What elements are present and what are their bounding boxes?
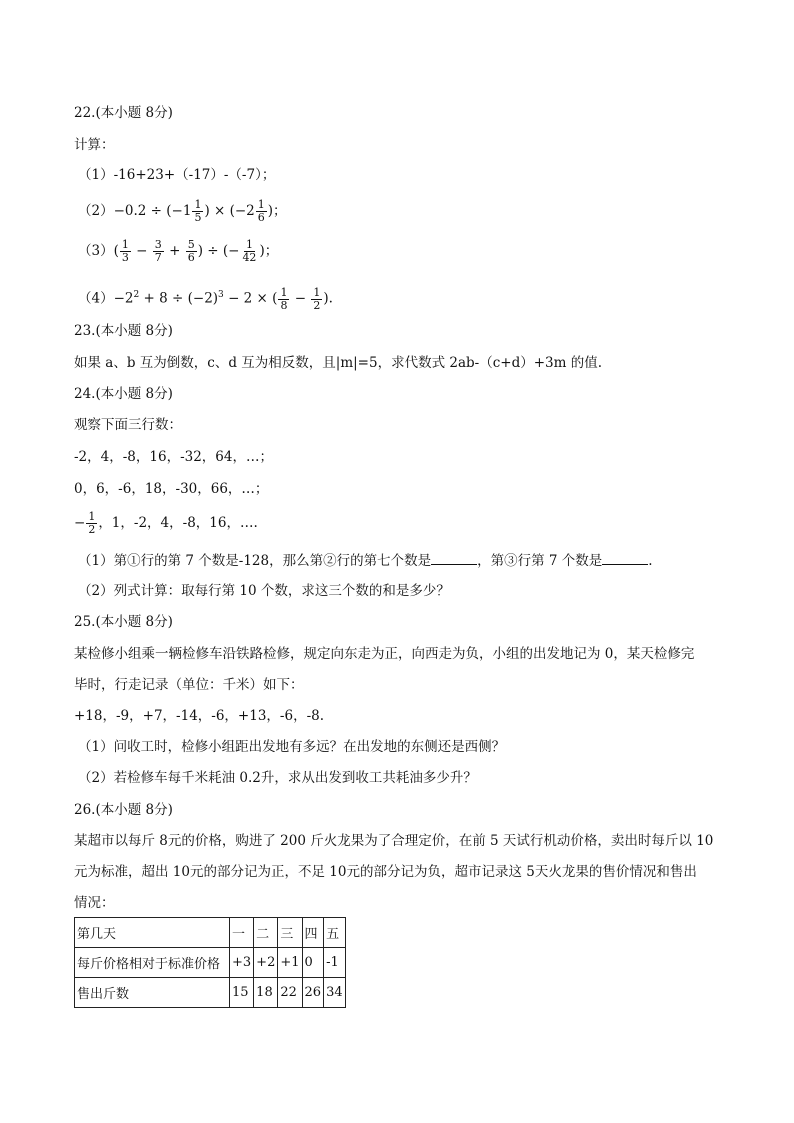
table-cell: +3 — [230, 948, 254, 978]
q25-text2: 毕时，行走记录（单位：千米）如下： — [74, 677, 304, 693]
q24-sub1: （1）第①行的第 7 个数是-128，那么第②行的第七个数是 ，第③行第 7 个数是 . — [78, 550, 653, 571]
answer-blank[interactable] — [431, 550, 477, 565]
table-cell: 15 — [230, 978, 254, 1008]
table-cell: 18 — [254, 978, 278, 1008]
table-cell: 四 — [302, 918, 324, 948]
q22-part4: $(4)-2^2 + 8 \div (-2)^3 - 2$ × ( $\frac{1}{8}$ − $\frac{1}{2}$ ). — [78, 285, 333, 312]
q26-text2: 元为标准，超出 10元的部分记为正，不足 10元的部分记为负，超市记录这 5天火龙果的售价情况和售出 — [74, 864, 697, 880]
table-row — [75, 978, 346, 1008]
table-row — [75, 948, 346, 978]
table-cell: 22 — [278, 978, 302, 1008]
fraction: $\frac{1}{8}$ — [280, 285, 288, 312]
fraction: $\frac{1}{2}$ — [88, 510, 96, 536]
q24-row2: 0，6，-6，18，-30，66，…； — [74, 481, 269, 497]
q24-sub2: （2）列式计算：取每行第 10 个数，求这三个数的和是多少？ — [78, 583, 450, 599]
q25-sub2: （2）若检修车每千米耗油 0.2升，求从出发到收工共耗油多少升？ — [78, 770, 477, 786]
q25-data: +18，-9，+7，-14，-6，+13，-6，-8. — [74, 708, 325, 724]
q24-row3: − $\frac{1}{2}$ ，1，-2，4，-8，16，…. — [74, 510, 258, 536]
fraction: $\frac{3}{7}$ — [154, 238, 162, 264]
q23-header: 23.(本小题 8分) — [74, 323, 173, 339]
q24-row1: -2，4，-8，16，-32，64，…； — [74, 449, 273, 465]
q22-part3: （3）( $\frac{1}{3}$ − $\frac{3}{7}$ + $\frac{5}{6}$ ) ÷ (− $\frac{1}{42}$ )； — [78, 238, 279, 264]
q24-header: 24.(本小题 8分) — [74, 386, 173, 402]
q25-text1: 某检修小组乘一辆检修车沿铁路检修，规定向东走为正，向西走为负，小组的出发地记为 0，某天检修完 — [74, 646, 695, 662]
fraction: $\frac{1}{3}$ — [121, 238, 129, 264]
fraction: $\frac{1}{42}$ — [242, 238, 257, 264]
table-cell: +2 — [254, 948, 278, 978]
table-cell: 五 — [324, 918, 346, 948]
q23-text: 如果 a、b 互为倒数，c、d 互为相反数，且|m|=5，求代数式 2ab-（c+d）+3m 的值. — [74, 355, 602, 371]
table-cell: 26 — [302, 978, 324, 1008]
table-cell: 34 — [324, 978, 346, 1008]
q25-sub1: （1）问收工时，检修小组距出发地有多远？在出发地的东侧还是西侧？ — [78, 739, 506, 755]
sales-table — [74, 917, 346, 1008]
table-cell: 每斤价格相对于标准价格 — [75, 948, 230, 978]
q22-part2: （2）−0.2 ÷ (−1 $\frac{1}{5}$ ) × (−2 $\frac{1}{6}$ )； — [78, 198, 287, 224]
q24-intro: 观察下面三行数： — [74, 417, 182, 433]
table-cell: -1 — [324, 948, 346, 978]
fraction: $\frac{1}{2}$ — [313, 285, 321, 312]
q26-text1: 某超市以每斤 8元的价格，购进了 200 斤火龙果为了合理定价，在前 5 天试行机动价格，卖出时每斤以 10 — [74, 833, 714, 849]
q26-header: 26.(本小题 8分) — [74, 802, 173, 818]
table-row — [75, 918, 346, 948]
q25-header: 25.(本小题 8分) — [74, 614, 173, 630]
table-cell: 售出斤数 — [75, 978, 230, 1008]
table-cell: +1 — [278, 948, 302, 978]
q22-header: 22.(本小题 8分) — [74, 105, 173, 121]
table-cell: 一 — [230, 918, 254, 948]
fraction: $\frac{1}{6}$ — [257, 198, 265, 224]
table-cell: 0 — [302, 948, 324, 978]
table-cell: 第几天 — [75, 918, 230, 948]
table-cell: 二 — [254, 918, 278, 948]
table-cell: 三 — [278, 918, 302, 948]
q22-intro: 计算： — [74, 137, 115, 153]
q22-part1: （1）-16+23+（-17）-（-7）； — [78, 167, 276, 183]
fraction: $\frac{1}{5}$ — [194, 198, 202, 224]
fraction: $\frac{5}{6}$ — [187, 238, 195, 264]
q26-text3: 情况： — [74, 895, 115, 911]
answer-blank[interactable] — [602, 550, 648, 565]
